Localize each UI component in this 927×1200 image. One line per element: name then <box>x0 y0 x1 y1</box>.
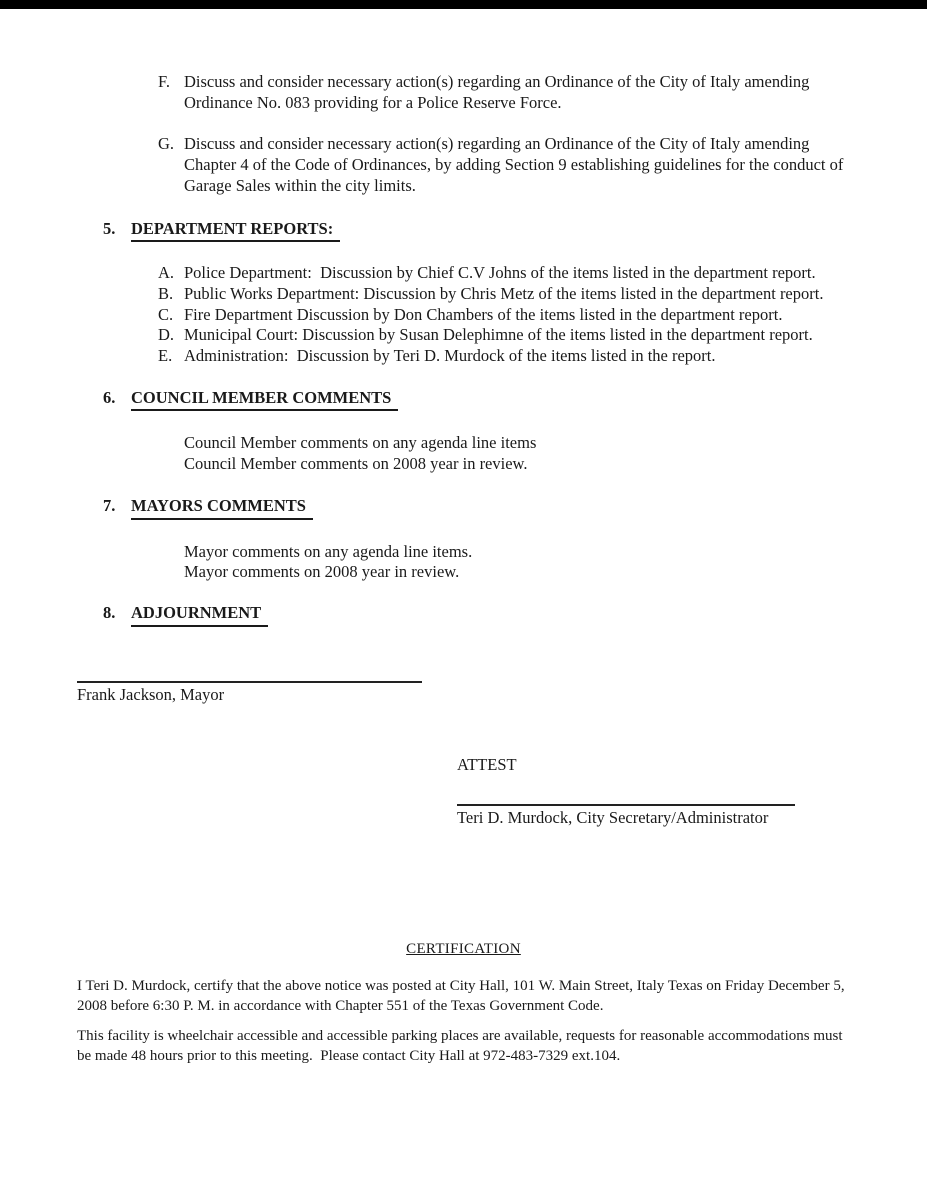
section-title: COUNCIL MEMBER COMMENTS <box>131 388 398 412</box>
secretary-signature-name: Teri D. Murdock, City Secretary/Administrator <box>457 808 769 828</box>
item-label: G. <box>158 134 175 154</box>
item-label: F. <box>158 72 170 91</box>
mayor-signature-name: Frank Jackson, Mayor <box>77 684 225 704</box>
certification-heading: CERTIFICATION <box>406 940 521 957</box>
secretary-signature-line <box>457 804 795 806</box>
item-text: Fire Department Discussion by Don Chambers of the items listed in the department report. <box>184 304 783 324</box>
department-item-public-works <box>158 284 927 305</box>
agenda-item-g <box>158 134 927 196</box>
item-text: Discuss and consider necessary action(s) regarding an Ordinance of the City of Italy amending Ordinance No. 083 providing for a Police Reserve Force. <box>184 72 814 112</box>
department-item-municipal-court <box>158 325 927 346</box>
department-item-administration <box>158 346 927 367</box>
item-text: Discuss and consider necessary action(s) regarding an Ordinance of the City of Italy amending Chapter 4 of the Code of Ordinances, by adding Section 9 establishing guidelines for the conduct of Garage Sales within the city limits. <box>184 134 848 195</box>
section-number: 8. <box>103 602 116 622</box>
attest-label: ATTEST <box>457 755 517 775</box>
section-heading-adjournment <box>103 603 927 627</box>
section-title: MAYORS COMMENTS <box>131 496 313 520</box>
section-heading-council-member-comments <box>103 388 927 412</box>
comment-line: Mayor comments on 2008 year in review. <box>184 562 460 582</box>
item-text: Police Department: Discussion by Chief C.V Johns of the items listed in the department report. <box>184 263 816 283</box>
section-heading-mayors-comments <box>103 496 927 520</box>
item-label: B. <box>158 283 174 303</box>
certification-paragraph-accessibility: This facility is wheelchair accessible and accessible parking places are available, requests for reasonable accommodations must be made 48 hours prior to this meeting. Please contact City Hall at 972-483-7329 ext.104. <box>77 1027 847 1065</box>
item-label: A. <box>158 263 175 283</box>
item-text: Public Works Department: Discussion by Chris Metz of the items listed in the department report. <box>184 283 824 303</box>
item-label: E. <box>158 346 173 366</box>
section-number: 6. <box>103 387 116 407</box>
certification-paragraph-posting: I Teri D. Murdock, certify that the above notice was posted at City Hall, 101 W. Main Street, Italy Texas on Friday December 5, 2008 before 6:30 P. M. in accordance with Chapter 551 of the Texas Government Code. <box>77 977 849 1015</box>
section-number: 5. <box>103 218 116 238</box>
mayor-signature-line <box>77 681 422 683</box>
council-member-comments-block <box>184 433 927 474</box>
comment-line: Mayor comments on any agenda line items. <box>184 541 473 561</box>
mayor-comments-block <box>184 542 927 583</box>
scan-artifact-top-bar <box>0 0 927 9</box>
item-text: Administration: Discussion by Teri D. Murdock of the items listed in the report. <box>184 346 716 366</box>
item-text: Municipal Court: Discussion by Susan Delephimne of the items listed in the department report. <box>184 325 813 345</box>
section-heading-department-reports <box>103 219 927 243</box>
item-label: D. <box>158 325 175 345</box>
department-item-police <box>158 263 927 284</box>
section-title: DEPARTMENT REPORTS: <box>131 219 340 243</box>
department-reports-list <box>0 263 927 367</box>
comment-line: Council Member comments on 2008 year in review. <box>184 454 528 474</box>
item-label: C. <box>158 304 174 324</box>
agenda-item-f <box>158 72 927 113</box>
department-item-fire <box>158 305 927 326</box>
section-title: ADJOURNMENT <box>131 603 268 627</box>
comment-line: Council Member comments on any agenda line items <box>184 433 537 453</box>
section-number: 7. <box>103 495 116 515</box>
